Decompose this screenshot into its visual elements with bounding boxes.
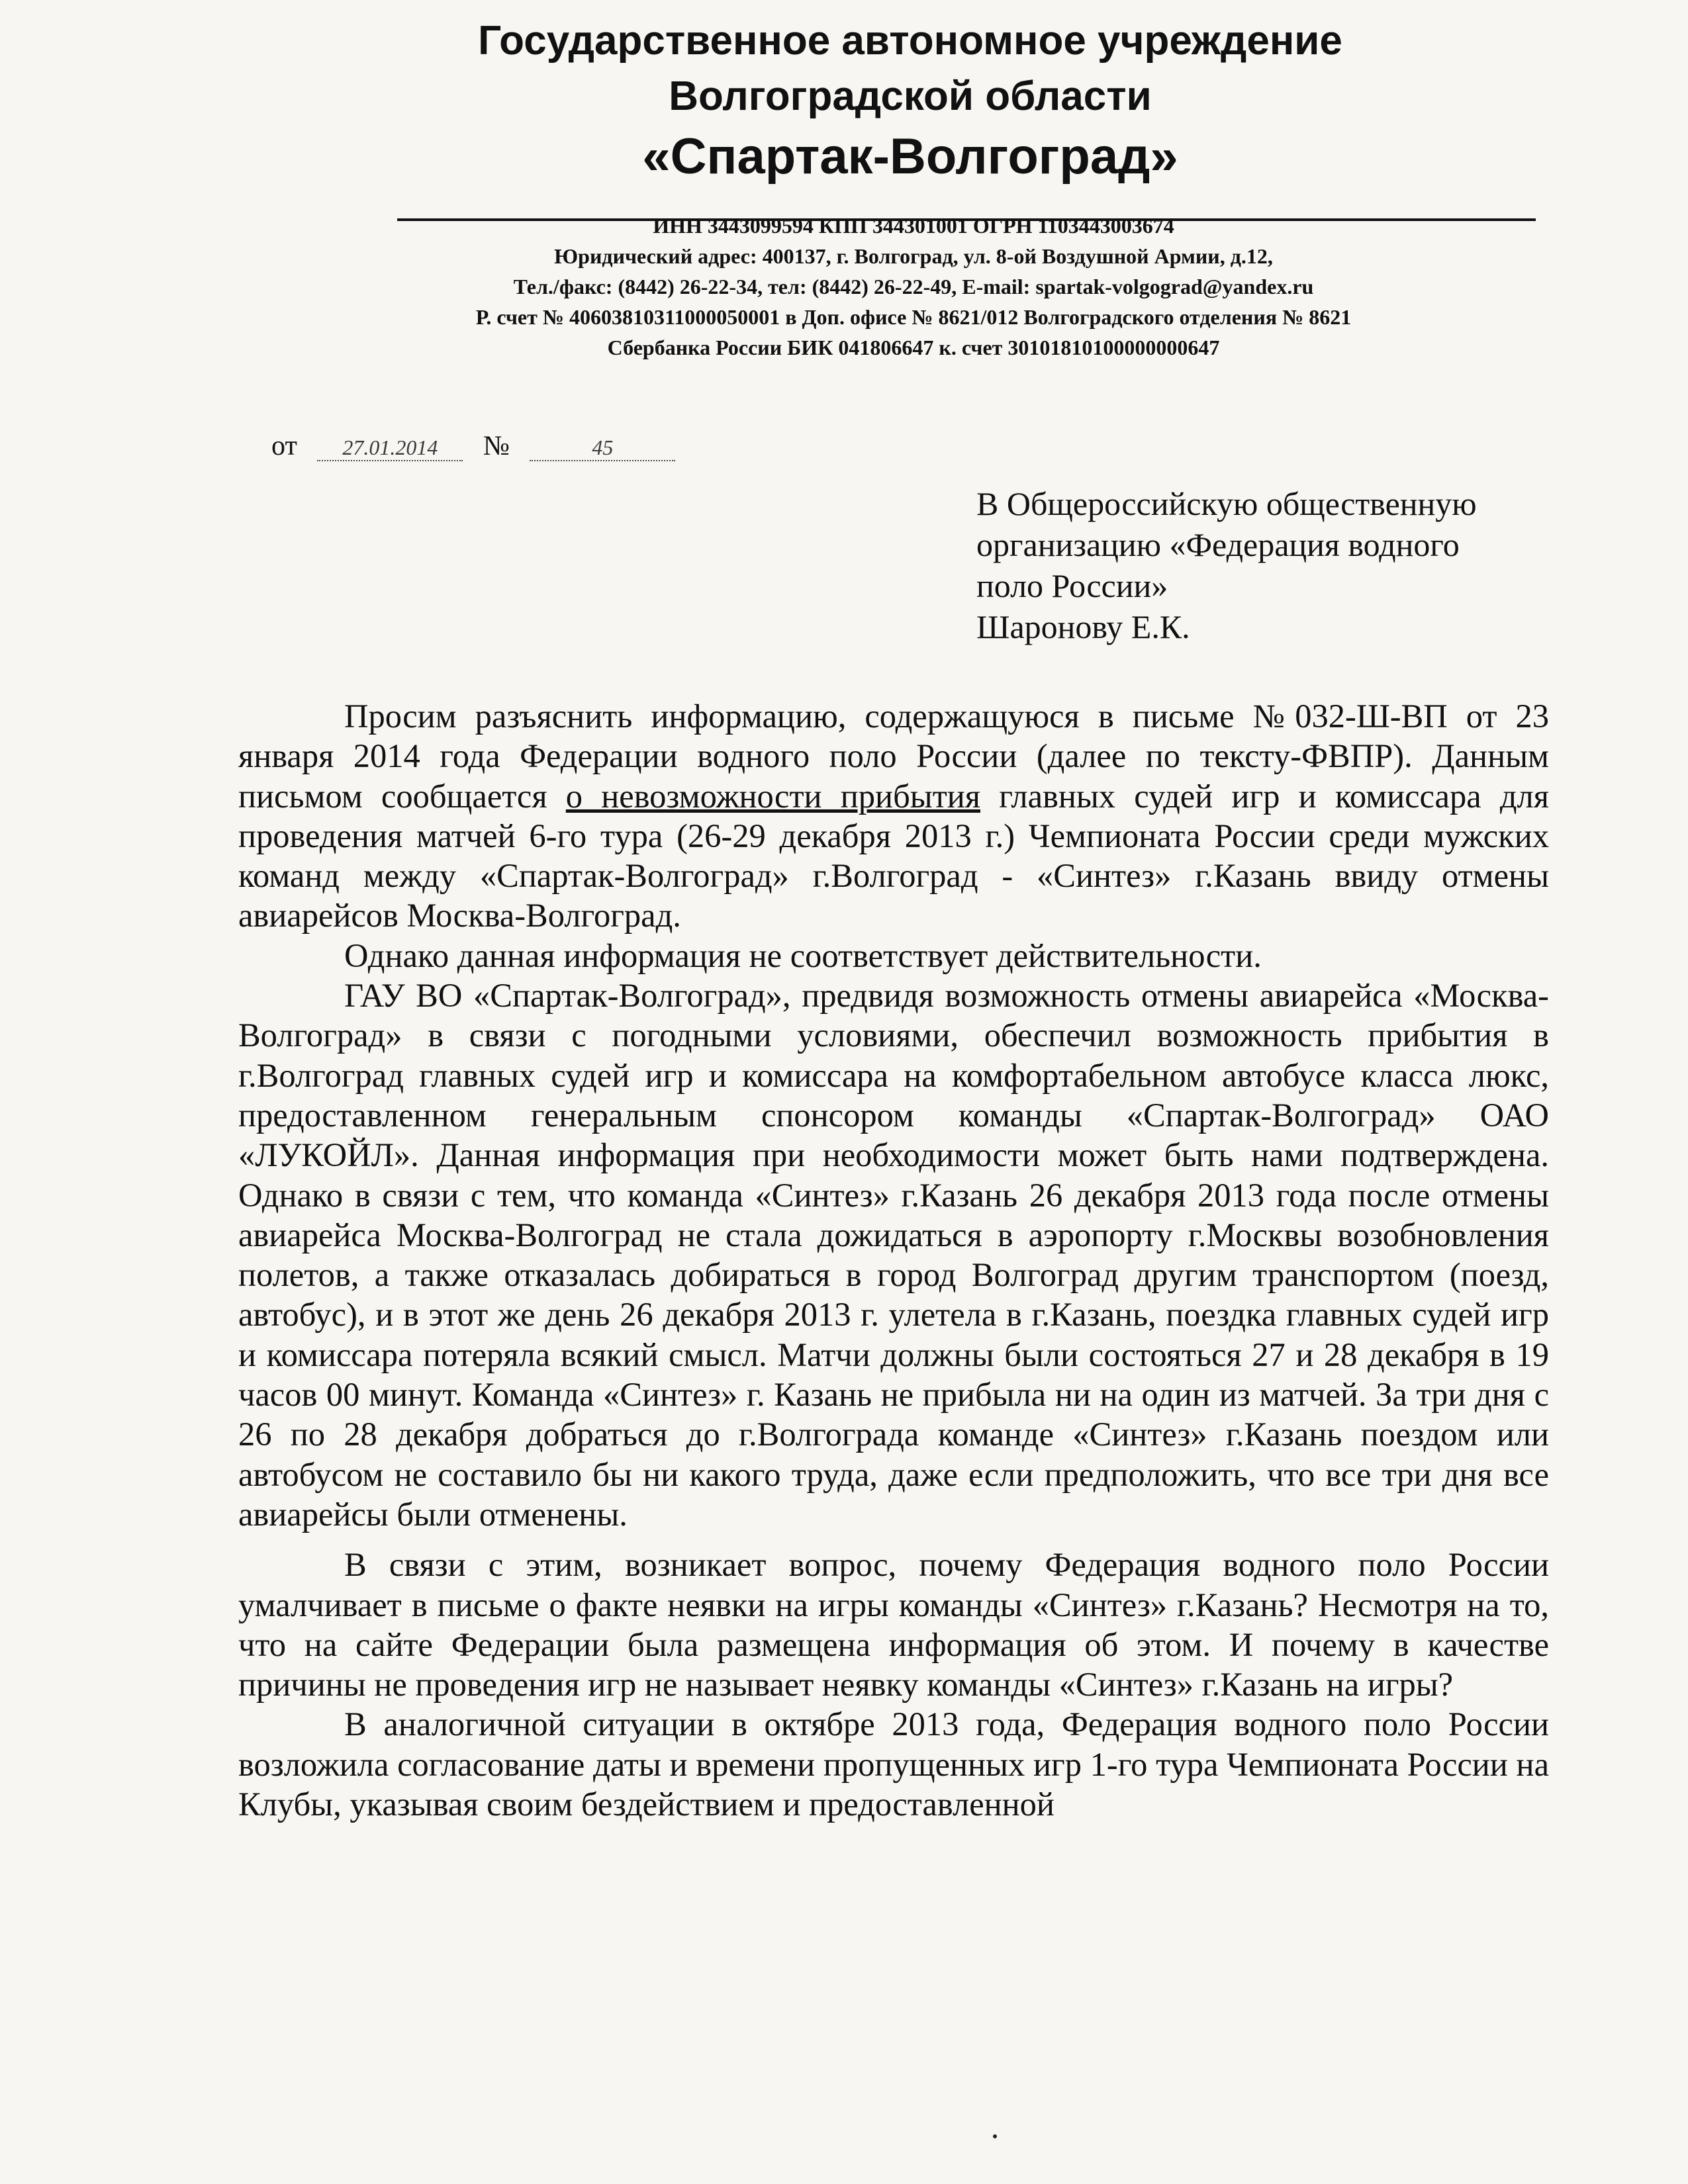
org-name-line-1: Государственное автономное учреждение: [478, 18, 1342, 64]
org-name-line-3: «Спартак-Волгоград»: [642, 128, 1178, 185]
paragraph-4: В связи с этим, возникает вопрос, почему Федерация водного поло России умалчивает в письме о факте неявки на игры команды «Синтез» г.Казань? Несмотря на то, что на сайте Федерации была размещена информация об этом. И почему в качестве причины не проведения игр не называет неявку команды «Синтез» г.Казань на игры?: [238, 1546, 1549, 1704]
requisites-ids: ИНН 3443099594 КПП 344301001 ОГРН 1103443003674: [653, 214, 1174, 238]
requisites-block: [318, 210, 1509, 363]
handwritten-date: 27.01.2014: [317, 435, 463, 461]
paragraph-1: [238, 696, 1549, 936]
requisites-bank: Сбербанка России БИК 041806647 к. счет 30101810100000000647: [607, 336, 1220, 359]
paragraph-2: Однако данная информация не соответствует действительности.: [344, 936, 1262, 974]
paragraph-5: В аналогичной ситуации в октябре 2013 года, Федерация водного поло России возложила согласование даты и времени пропущенных игр 1-го тура Чемпионата России на Клубы, указывая своим бездействием и предоставленной: [238, 1706, 1549, 1823]
outgoing-reference: [271, 430, 688, 462]
paragraph-3: ГАУ ВО «Спартак-Волгоград», предвидя возможность отмены авиарейса «Москва-Волгоград» в связи с погодными условиями, обеспечил возможность прибытия в г.Волгоград главных судей игр и комиссара на комфортабельном автобусе класса люкс, предоставленном генеральным спонсором команды «Спартак-Волгоград» ОАО «ЛУКОЙЛ». Данная информация при необходимости может быть нами подтверждена. Однако в связи с тем, что команда «Синтез» г.Казань 26 декабря 2013 года после отмены авиарейса Москва-Волгоград не стала дожидаться в аэропорту г.Москвы возобновления полетов, а также отказалась добираться в город Волгоград другим транспортом (поезд, автобус), и в этот же день 26 декабря 2013 г. улетела в г.Казань, поездка главных судей игр и комиссара потеряла всякий смысл. Матчи должны были состояться 27 и 28 декабря в 19 часов 00 минут. Команда «Синтез» г. Казань не прибыла ни на один из матчей. За три дня с 26 по 28 декабря добраться до г.Волгограда команде «Синтез» г.Казань поездом или автобусом не составило бы ни какого труда, даже если предположить, что все три дня все авиарейсы были отменены.: [238, 977, 1549, 1533]
org-name-line-2: Волгоградской области: [669, 73, 1152, 119]
recipient-line-2: организацию «Федерация водного: [976, 526, 1460, 563]
page-mark: [993, 2134, 997, 2138]
number-label: №: [483, 431, 510, 461]
requisites-contacts: Тел./факс: (8442) 26-22-34, тел: (8442) 26-22-49, E-mail: spartak-volgograd@yandex.ru: [513, 275, 1314, 298]
requisites-account: Р. счет № 40603810311000050001 в Доп. офисе № 8621/012 Волгоградского отделения № 8621: [475, 305, 1352, 329]
recipient-line-4: Шаронову Е.К.: [976, 608, 1190, 645]
letterhead: [0, 13, 1688, 189]
paragraph-1-text-a: Просим разъяснить информацию, содержащуюся в письме №032-Ш-ВП от 23 января 2014 года Федерации водного поло России (далее по тексту-ФВПР). Данным письмом сообщается: [238, 698, 1549, 815]
recipient-block: [976, 483, 1559, 647]
paragraph-1-text-b: главных судей игр и комиссара для проведения матчей 6-го тура (26-29 декабря 2013 г.) Чемпионата России среди мужских команд между «Спартак-Волгоград» г.Волгоград - «Синтез» г.Казань ввиду отмены авиарейсов Москва-Волгоград.: [238, 777, 1549, 934]
paragraph-1-underlined: о невозможности прибытия: [565, 777, 981, 815]
from-label: от: [271, 431, 297, 461]
recipient-line-3: поло России»: [976, 567, 1168, 604]
handwritten-number: 45: [530, 435, 675, 461]
requisites-address: Юридический адрес: 400137, г. Волгоград, ул. 8-ой Воздушной Армии, д.12,: [554, 244, 1273, 268]
letter-body: [238, 696, 1549, 1824]
recipient-line-1: В Общероссийскую общественную: [976, 485, 1477, 522]
